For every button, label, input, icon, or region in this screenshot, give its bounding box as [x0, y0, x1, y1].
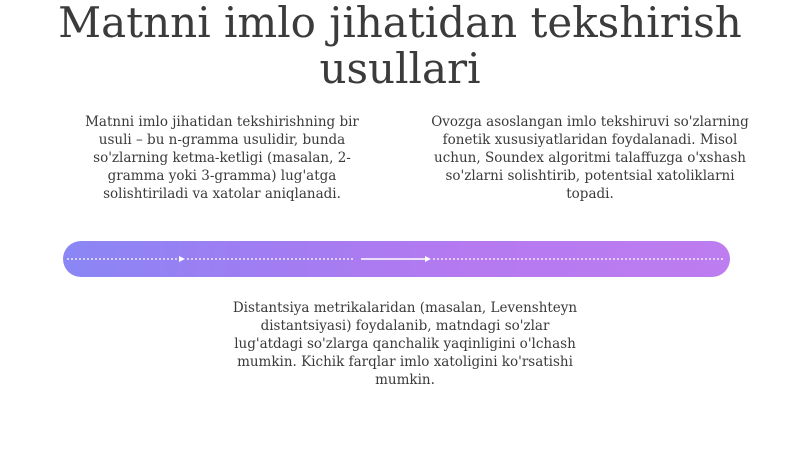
arrow-head-icon [179, 256, 185, 262]
ngram-method-text: Matnni imlo jihatidan tekshirishning bir usuli – bu n-gramma usulidir, bunda so'zlarning ketma-ketligi (masalan, 2-gramma yoki 3-gramma) lug'atga solishtiriladi va xatolar aniqlanadi. [85, 114, 359, 202]
timeline-arrows [63, 241, 730, 277]
phonetic-method-text: Ovozga asoslangan imlo tekshiruvi so'zlarning fonetik xususiyatlaridan foydalanadi. Misol uchun, Soundex algoritmi talaffuzga o'xshash so'zlarni solishtirib, potentsial xatoliklarni topadi. [431, 114, 749, 202]
distance-metric-text: Distantsiya metrikalaridan (masalan, Levenshteyn distantsiyasi) foydalanib, matndagi so'zlar lug'atdagi so'zlarga qanchalik yaqinligini o'lchash mumkin. Kichik farqlar imlo xatoligini ko'rsatishi mumkin. [232, 300, 578, 388]
page-title: Matnni imlo jihatidan tekshirish usullari [58, 0, 742, 93]
arrow-head-icon [425, 256, 431, 262]
timeline-bar [63, 241, 730, 277]
